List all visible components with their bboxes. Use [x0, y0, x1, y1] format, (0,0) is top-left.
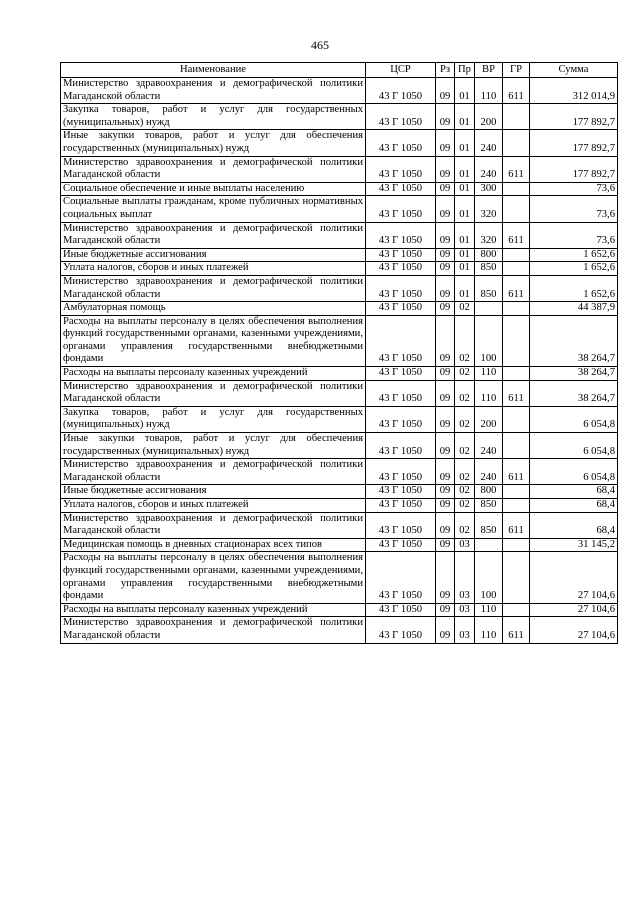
cell-sum: 73,6 — [530, 222, 618, 248]
cell-vr: 110 — [475, 380, 503, 406]
cell-vr: 100 — [475, 315, 503, 366]
cell-sum: 68,4 — [530, 485, 618, 499]
cell-rz: 09 — [436, 485, 455, 499]
cell-gr: 611 — [503, 512, 530, 538]
cell-vr: 320 — [475, 222, 503, 248]
cell-name: Министерство здравоохранения и демографической политики Магаданской области — [61, 380, 366, 406]
cell-name: Министерство здравоохранения и демографической политики Магаданской области — [61, 459, 366, 485]
cell-pr: 01 — [455, 222, 475, 248]
cell-name: Закупка товаров, работ и услуг для государственных (муниципальных) нужд — [61, 104, 366, 130]
cell-sum: 38 264,7 — [530, 315, 618, 366]
cell-sum: 68,4 — [530, 499, 618, 513]
cell-gr — [503, 367, 530, 381]
cell-sum: 73,6 — [530, 196, 618, 222]
cell-pr: 02 — [455, 406, 475, 432]
table-row — [61, 367, 618, 381]
cell-name: Социальное обеспечение и иные выплаты населению — [61, 182, 366, 196]
cell-gr — [503, 499, 530, 513]
cell-gr — [503, 433, 530, 459]
cell-gr: 611 — [503, 380, 530, 406]
cell-rz: 09 — [436, 459, 455, 485]
cell-name: Министерство здравоохранения и демографической политики Магаданской области — [61, 222, 366, 248]
cell-gr: 611 — [503, 78, 530, 104]
cell-gr — [503, 262, 530, 276]
cell-pr: 03 — [455, 603, 475, 617]
cell-csr: 43 Г 1050 — [366, 182, 436, 196]
table-body — [61, 78, 618, 644]
cell-gr: 611 — [503, 222, 530, 248]
cell-vr: 850 — [475, 275, 503, 301]
cell-csr: 43 Г 1050 — [366, 78, 436, 104]
cell-vr: 850 — [475, 499, 503, 513]
cell-sum: 1 652,6 — [530, 262, 618, 276]
cell-gr: 611 — [503, 275, 530, 301]
cell-rz: 09 — [436, 603, 455, 617]
cell-vr: 240 — [475, 433, 503, 459]
cell-rz: 09 — [436, 78, 455, 104]
cell-sum: 1 652,6 — [530, 275, 618, 301]
cell-rz: 09 — [436, 275, 455, 301]
cell-csr: 43 Г 1050 — [366, 302, 436, 316]
cell-vr: 800 — [475, 248, 503, 262]
cell-gr — [503, 302, 530, 316]
cell-gr: 611 — [503, 617, 530, 643]
cell-gr: 611 — [503, 156, 530, 182]
cell-gr — [503, 485, 530, 499]
cell-sum: 73,6 — [530, 182, 618, 196]
cell-rz: 09 — [436, 182, 455, 196]
table-row — [61, 182, 618, 196]
cell-vr: 110 — [475, 78, 503, 104]
cell-sum: 68,4 — [530, 512, 618, 538]
cell-gr — [503, 130, 530, 156]
header-pr: Пр — [455, 63, 475, 78]
header-name: Наименование — [61, 63, 366, 78]
cell-name: Расходы на выплаты персоналу казенных учреждений — [61, 603, 366, 617]
cell-name: Расходы на выплаты персоналу в целях обеспечения выполнения функций государственными органами, казенными учреждениями, органами управления государственными внебюджетными фондами — [61, 315, 366, 366]
cell-name: Министерство здравоохранения и демографической политики Магаданской области — [61, 512, 366, 538]
table-row — [61, 406, 618, 432]
cell-rz: 09 — [436, 499, 455, 513]
header-vr: ВР — [475, 63, 503, 78]
cell-gr: 611 — [503, 459, 530, 485]
cell-csr: 43 Г 1050 — [366, 512, 436, 538]
page-number: 465 — [311, 38, 329, 52]
cell-pr: 01 — [455, 196, 475, 222]
cell-sum: 6 054,8 — [530, 406, 618, 432]
cell-csr: 43 Г 1050 — [366, 459, 436, 485]
cell-name: Иные бюджетные ассигнования — [61, 485, 366, 499]
cell-csr: 43 Г 1050 — [366, 367, 436, 381]
cell-pr: 01 — [455, 130, 475, 156]
cell-rz: 09 — [436, 367, 455, 381]
cell-pr: 02 — [455, 380, 475, 406]
cell-sum: 177 892,7 — [530, 156, 618, 182]
cell-vr: 100 — [475, 552, 503, 603]
table-row — [61, 499, 618, 513]
cell-rz: 09 — [436, 104, 455, 130]
cell-pr: 02 — [455, 499, 475, 513]
header-sum: Сумма — [530, 63, 618, 78]
cell-vr: 200 — [475, 104, 503, 130]
table-header-row — [61, 63, 618, 78]
cell-rz: 09 — [436, 262, 455, 276]
cell-name: Министерство здравоохранения и демографической политики Магаданской области — [61, 78, 366, 104]
cell-rz: 09 — [436, 248, 455, 262]
table-row — [61, 130, 618, 156]
cell-csr: 43 Г 1050 — [366, 262, 436, 276]
cell-sum: 44 387,9 — [530, 302, 618, 316]
cell-name: Иные бюджетные ассигнования — [61, 248, 366, 262]
cell-pr: 02 — [455, 459, 475, 485]
cell-gr — [503, 248, 530, 262]
cell-pr: 01 — [455, 275, 475, 301]
cell-rz: 09 — [436, 196, 455, 222]
cell-rz: 09 — [436, 222, 455, 248]
cell-sum: 31 145,2 — [530, 538, 618, 552]
cell-pr: 01 — [455, 262, 475, 276]
cell-vr: 800 — [475, 485, 503, 499]
cell-vr: 850 — [475, 512, 503, 538]
table-row — [61, 380, 618, 406]
budget-table — [60, 62, 618, 644]
table-row — [61, 104, 618, 130]
cell-rz: 09 — [436, 552, 455, 603]
cell-gr — [503, 552, 530, 603]
cell-csr: 43 Г 1050 — [366, 315, 436, 366]
cell-name: Закупка товаров, работ и услуг для государственных (муниципальных) нужд — [61, 406, 366, 432]
cell-sum: 27 104,6 — [530, 552, 618, 603]
cell-csr: 43 Г 1050 — [366, 130, 436, 156]
cell-vr: 850 — [475, 262, 503, 276]
cell-pr: 02 — [455, 433, 475, 459]
cell-sum: 6 054,8 — [530, 459, 618, 485]
cell-sum: 1 652,6 — [530, 248, 618, 262]
cell-name: Министерство здравоохранения и демографической политики Магаданской области — [61, 275, 366, 301]
cell-vr: 110 — [475, 367, 503, 381]
table-row — [61, 459, 618, 485]
cell-vr: 240 — [475, 156, 503, 182]
cell-name: Медицинская помощь в дневных стационарах всех типов — [61, 538, 366, 552]
cell-sum: 27 104,6 — [530, 617, 618, 643]
cell-csr: 43 Г 1050 — [366, 538, 436, 552]
cell-sum: 6 054,8 — [530, 433, 618, 459]
table-row — [61, 262, 618, 276]
table-row — [61, 275, 618, 301]
table-row — [61, 617, 618, 643]
cell-csr: 43 Г 1050 — [366, 222, 436, 248]
cell-vr — [475, 302, 503, 316]
cell-csr: 43 Г 1050 — [366, 156, 436, 182]
cell-csr: 43 Г 1050 — [366, 499, 436, 513]
cell-rz: 09 — [436, 130, 455, 156]
cell-sum: 177 892,7 — [530, 104, 618, 130]
cell-name: Расходы на выплаты персоналу в целях обеспечения выполнения функций государственными органами, казенными учреждениями, органами управления государственными внебюджетными фондами — [61, 552, 366, 603]
cell-rz: 09 — [436, 380, 455, 406]
cell-pr: 01 — [455, 104, 475, 130]
cell-csr: 43 Г 1050 — [366, 485, 436, 499]
cell-pr: 01 — [455, 248, 475, 262]
cell-pr: 02 — [455, 485, 475, 499]
cell-sum: 38 264,7 — [530, 380, 618, 406]
cell-vr: 110 — [475, 617, 503, 643]
cell-csr: 43 Г 1050 — [366, 552, 436, 603]
table-row — [61, 485, 618, 499]
cell-gr — [503, 104, 530, 130]
cell-vr: 110 — [475, 603, 503, 617]
header-csr: ЦСР — [366, 63, 436, 78]
table-row — [61, 222, 618, 248]
cell-sum: 312 014,9 — [530, 78, 618, 104]
cell-name: Министерство здравоохранения и демографической политики Магаданской области — [61, 156, 366, 182]
table-row — [61, 315, 618, 366]
cell-gr — [503, 538, 530, 552]
cell-csr: 43 Г 1050 — [366, 248, 436, 262]
cell-name: Иные закупки товаров, работ и услуг для обеспечения государственных (муниципальных) нужд — [61, 130, 366, 156]
cell-rz: 09 — [436, 406, 455, 432]
cell-gr — [503, 196, 530, 222]
cell-gr — [503, 315, 530, 366]
table-row — [61, 603, 618, 617]
cell-csr: 43 Г 1050 — [366, 603, 436, 617]
cell-pr: 03 — [455, 617, 475, 643]
table-row — [61, 248, 618, 262]
cell-pr: 03 — [455, 538, 475, 552]
cell-pr: 02 — [455, 315, 475, 366]
cell-name: Министерство здравоохранения и демографической политики Магаданской области — [61, 617, 366, 643]
cell-rz: 09 — [436, 433, 455, 459]
table-row — [61, 512, 618, 538]
cell-pr: 03 — [455, 552, 475, 603]
cell-gr — [503, 182, 530, 196]
table-row — [61, 538, 618, 552]
cell-pr: 02 — [455, 512, 475, 538]
cell-name: Уплата налогов, сборов и иных платежей — [61, 262, 366, 276]
table-row — [61, 78, 618, 104]
cell-pr: 01 — [455, 78, 475, 104]
cell-sum: 38 264,7 — [530, 367, 618, 381]
cell-rz: 09 — [436, 538, 455, 552]
table-row — [61, 302, 618, 316]
table-row — [61, 552, 618, 603]
cell-name: Уплата налогов, сборов и иных платежей — [61, 499, 366, 513]
cell-csr: 43 Г 1050 — [366, 275, 436, 301]
cell-csr: 43 Г 1050 — [366, 104, 436, 130]
cell-sum: 27 104,6 — [530, 603, 618, 617]
cell-pr: 01 — [455, 182, 475, 196]
cell-gr — [503, 406, 530, 432]
cell-vr: 300 — [475, 182, 503, 196]
cell-sum: 177 892,7 — [530, 130, 618, 156]
cell-rz: 09 — [436, 302, 455, 316]
cell-rz: 09 — [436, 617, 455, 643]
cell-gr — [503, 603, 530, 617]
cell-csr: 43 Г 1050 — [366, 433, 436, 459]
cell-vr: 200 — [475, 406, 503, 432]
cell-csr: 43 Г 1050 — [366, 380, 436, 406]
cell-vr: 320 — [475, 196, 503, 222]
cell-vr — [475, 538, 503, 552]
cell-name: Расходы на выплаты персоналу казенных учреждений — [61, 367, 366, 381]
cell-name: Иные закупки товаров, работ и услуг для обеспечения государственных (муниципальных) нужд — [61, 433, 366, 459]
cell-name: Амбулаторная помощь — [61, 302, 366, 316]
cell-csr: 43 Г 1050 — [366, 617, 436, 643]
cell-pr: 02 — [455, 367, 475, 381]
header-rz: Рз — [436, 63, 455, 78]
table-row — [61, 433, 618, 459]
cell-csr: 43 Г 1050 — [366, 406, 436, 432]
table-row — [61, 156, 618, 182]
cell-rz: 09 — [436, 512, 455, 538]
cell-name: Социальные выплаты гражданам, кроме публичных нормативных социальных выплат — [61, 196, 366, 222]
cell-pr: 01 — [455, 156, 475, 182]
cell-rz: 09 — [436, 156, 455, 182]
cell-vr: 240 — [475, 130, 503, 156]
cell-rz: 09 — [436, 315, 455, 366]
cell-vr: 240 — [475, 459, 503, 485]
table-row — [61, 196, 618, 222]
header-gr: ГР — [503, 63, 530, 78]
cell-csr: 43 Г 1050 — [366, 196, 436, 222]
cell-pr: 02 — [455, 302, 475, 316]
